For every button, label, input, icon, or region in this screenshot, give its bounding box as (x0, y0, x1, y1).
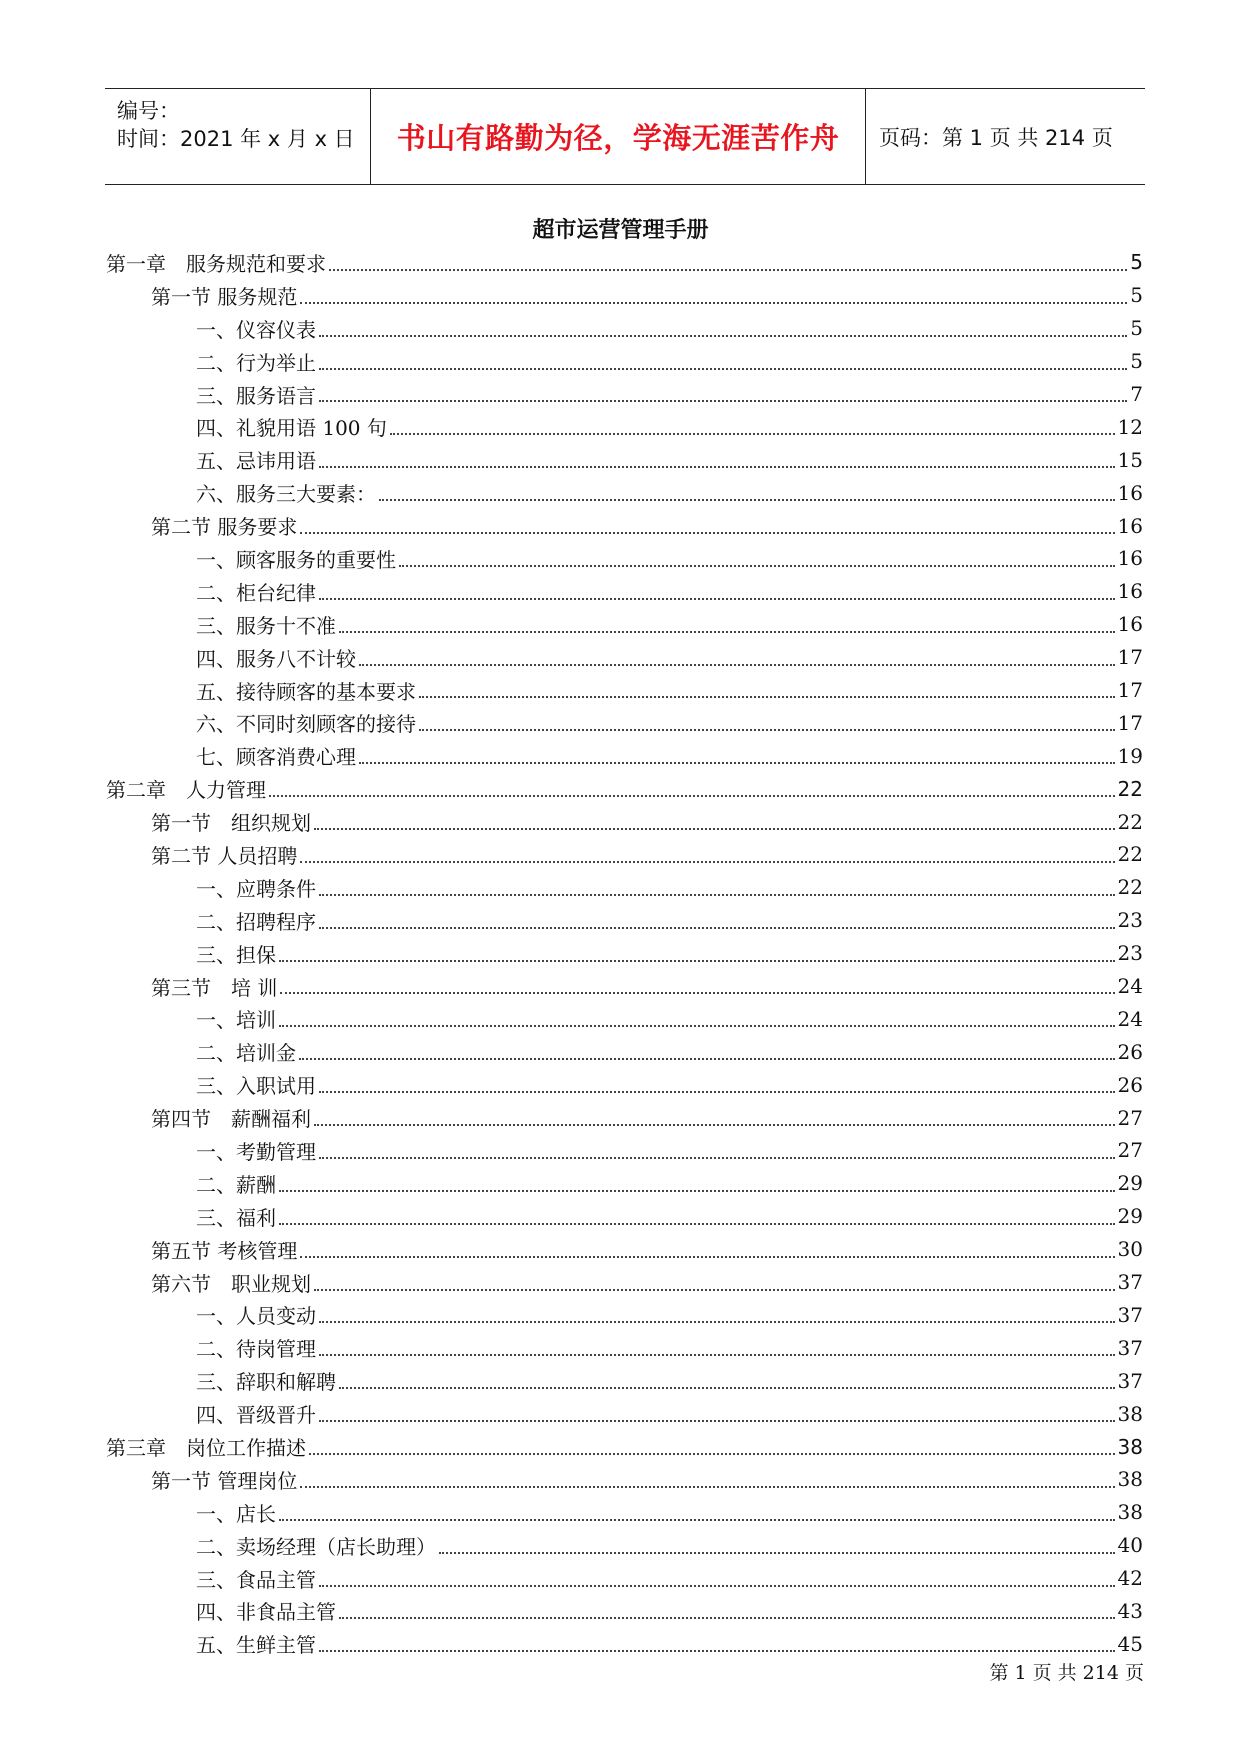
toc-leader-dots (300, 1256, 1114, 1258)
toc-entry-title: 三、担保 (196, 942, 276, 967)
toc-entry[interactable] (106, 937, 1143, 970)
toc-leader-dots (314, 828, 1115, 830)
toc-leader-dots (319, 400, 1127, 402)
toc-entry-page: 38 (1117, 1500, 1143, 1525)
toc-entry[interactable] (106, 345, 1143, 378)
toc-entry[interactable] (106, 904, 1143, 937)
toc-entry-page: 37 (1117, 1270, 1143, 1295)
toc-entry-page: 15 (1117, 447, 1143, 472)
document-number-label: 编号： (117, 99, 180, 123)
toc-leader-dots (419, 729, 1115, 731)
toc-entry[interactable] (106, 1397, 1143, 1430)
toc-entry-title: 二、卖场经理（店长助理） (196, 1534, 436, 1559)
toc-leader-dots (319, 927, 1115, 929)
toc-entry-page: 29 (1117, 1204, 1143, 1229)
toc-entry[interactable] (106, 1167, 1143, 1200)
toc-entry[interactable] (106, 1068, 1143, 1101)
toc-leader-dots (339, 1387, 1115, 1389)
toc-entry-page: 29 (1117, 1171, 1143, 1196)
toc-entry[interactable] (106, 312, 1143, 345)
toc-entry[interactable] (106, 674, 1143, 707)
toc-entry[interactable] (106, 246, 1143, 279)
toc-entry-page: 22 (1117, 809, 1143, 834)
toc-leader-dots (309, 1453, 1115, 1455)
document-time-label: 时间：2021 年 x 月 x 日 (117, 127, 355, 151)
toc-leader-dots (279, 1025, 1115, 1027)
toc-entry-title: 三、辞职和解聘 (196, 1370, 336, 1395)
toc-entry-title: 一、人员变动 (196, 1304, 316, 1329)
toc-entry[interactable] (106, 542, 1143, 575)
toc-entry[interactable] (106, 1233, 1143, 1266)
toc-entry[interactable] (106, 706, 1143, 739)
toc-leader-dots (419, 696, 1115, 698)
document-title: 超市运营管理手册 (532, 218, 709, 243)
table-of-contents (106, 246, 1143, 1660)
toc-entry-title: 第二节 服务要求 (151, 515, 298, 540)
toc-entry-page: 17 (1117, 678, 1143, 703)
toc-entry-title: 二、培训金 (196, 1041, 296, 1066)
toc-entry-title: 第四节 薪酬福利 (151, 1107, 311, 1132)
toc-entry-title: 第六节 职业规划 (151, 1271, 311, 1296)
toc-entry-title: 一、仪容仪表 (196, 317, 316, 342)
toc-entry-title: 二、待岗管理 (196, 1337, 316, 1362)
toc-leader-dots (359, 762, 1115, 764)
toc-entry-page: 22 (1117, 776, 1143, 801)
toc-entry[interactable] (106, 378, 1143, 411)
toc-entry-title: 五、忌讳用语 (196, 449, 316, 474)
toc-leader-dots (280, 992, 1114, 994)
toc-entry[interactable] (106, 739, 1143, 772)
toc-entry[interactable] (106, 805, 1143, 838)
toc-entry[interactable] (106, 575, 1143, 608)
toc-entry-page: 5 (1130, 250, 1143, 275)
toc-entry-title: 一、应聘条件 (196, 876, 316, 901)
toc-entry[interactable] (106, 1627, 1143, 1660)
toc-entry-page: 22 (1117, 842, 1143, 867)
toc-leader-dots (319, 1354, 1115, 1356)
toc-entry[interactable] (106, 641, 1143, 674)
toc-leader-dots (390, 433, 1115, 435)
toc-entry-title: 五、接待顾客的基本要求 (196, 679, 416, 704)
toc-entry-page: 17 (1117, 710, 1143, 735)
toc-entry-title: 一、店长 (196, 1501, 276, 1526)
header-slogan: 书山有路勤为径，学海无涯苦作舟 (371, 89, 866, 184)
toc-entry[interactable] (106, 1200, 1143, 1233)
toc-entry-title: 三、服务十不准 (196, 613, 336, 638)
toc-entry-page: 5 (1130, 316, 1143, 341)
toc-entry[interactable] (106, 1134, 1143, 1167)
toc-entry[interactable] (106, 1529, 1143, 1562)
toc-entry-title: 第二章 人力管理 (106, 778, 266, 803)
toc-entry[interactable] (106, 1035, 1143, 1068)
toc-leader-dots (299, 1058, 1115, 1060)
toc-entry-title: 一、考勤管理 (196, 1139, 316, 1164)
toc-entry-title: 一、培训 (196, 1008, 276, 1033)
toc-leader-dots (319, 466, 1115, 468)
page-footer: 第 1 页 共 214 页 (989, 1662, 1144, 1684)
toc-entry-title: 二、薪酬 (196, 1172, 276, 1197)
toc-entry-title: 四、非食品主管 (196, 1600, 336, 1625)
toc-entry[interactable] (106, 476, 1143, 509)
toc-leader-dots (439, 1552, 1115, 1554)
toc-entry-page: 30 (1117, 1237, 1143, 1262)
toc-entry-title: 三、服务语言 (196, 383, 316, 408)
toc-leader-dots (319, 598, 1115, 600)
toc-leader-dots (319, 1585, 1115, 1587)
toc-leader-dots (319, 1091, 1115, 1093)
toc-entry[interactable] (106, 509, 1143, 542)
toc-entry[interactable] (106, 1002, 1143, 1035)
toc-entry[interactable] (106, 608, 1143, 641)
toc-leader-dots (300, 1486, 1114, 1488)
toc-entry[interactable] (106, 1496, 1143, 1529)
toc-entry-title: 第五节 考核管理 (151, 1238, 298, 1263)
toc-entry-title: 第一节 服务规范 (151, 284, 298, 309)
toc-leader-dots (329, 269, 1127, 271)
toc-leader-dots (279, 1519, 1115, 1521)
toc-entry-page: 45 (1117, 1631, 1143, 1656)
toc-entry-title: 六、不同时刻顾客的接待 (196, 712, 416, 737)
toc-entry-title: 二、行为举止 (196, 350, 316, 375)
toc-leader-dots (359, 664, 1115, 666)
toc-entry-page: 43 (1117, 1598, 1143, 1623)
toc-entry-page: 40 (1117, 1533, 1143, 1558)
toc-entry-page: 38 (1117, 1434, 1143, 1459)
toc-entry-page: 27 (1117, 1105, 1143, 1130)
toc-entry-page: 16 (1117, 612, 1143, 637)
toc-leader-dots (319, 894, 1115, 896)
toc-entry-page: 24 (1117, 974, 1143, 999)
toc-entry-page: 16 (1117, 513, 1143, 538)
toc-entry-page: 16 (1117, 546, 1143, 571)
toc-entry-title: 七、顾客消费心理 (196, 745, 356, 770)
toc-entry-page: 5 (1130, 349, 1143, 374)
toc-entry[interactable] (106, 1463, 1143, 1496)
toc-entry-page: 26 (1117, 1039, 1143, 1064)
toc-entry[interactable] (106, 838, 1143, 871)
toc-entry-title: 第一节 管理岗位 (151, 1468, 298, 1493)
toc-leader-dots (314, 1124, 1115, 1126)
toc-entry-page: 19 (1117, 743, 1143, 768)
toc-leader-dots (300, 302, 1127, 304)
toc-leader-dots (319, 1420, 1115, 1422)
toc-entry-title: 第三章 岗位工作描述 (106, 1436, 306, 1460)
toc-entry-title: 四、晋级晋升 (196, 1403, 316, 1428)
toc-leader-dots (279, 960, 1115, 962)
toc-entry[interactable] (106, 1595, 1143, 1628)
toc-leader-dots (339, 631, 1115, 633)
toc-entry-title: 六、服务三大要素： (196, 482, 376, 507)
toc-entry-page: 38 (1117, 1467, 1143, 1492)
toc-entry[interactable] (106, 279, 1143, 312)
toc-leader-dots (300, 532, 1114, 534)
toc-entry[interactable] (106, 970, 1143, 1003)
toc-entry[interactable] (106, 1101, 1143, 1134)
toc-leader-dots (319, 335, 1127, 337)
toc-entry[interactable] (106, 1364, 1143, 1397)
toc-entry-title: 三、入职试用 (196, 1074, 316, 1099)
toc-entry[interactable] (106, 871, 1143, 904)
toc-entry-page: 38 (1117, 1401, 1143, 1426)
toc-entry-page: 23 (1117, 908, 1143, 933)
toc-leader-dots (319, 1157, 1115, 1159)
toc-entry[interactable] (106, 772, 1143, 805)
toc-entry-page: 37 (1117, 1302, 1143, 1327)
toc-entry-title: 四、礼貌用语 100 句 (196, 416, 387, 441)
toc-entry-title: 四、服务八不计较 (196, 646, 356, 671)
toc-leader-dots (319, 1650, 1115, 1652)
toc-entry-page: 17 (1117, 645, 1143, 670)
toc-entry-page: 23 (1117, 941, 1143, 966)
toc-entry[interactable] (106, 1562, 1143, 1595)
toc-leader-dots (319, 368, 1127, 370)
header-page-label: 页码：第 1 页 共 214 页 (879, 125, 1113, 150)
toc-entry-title: 第三节 培 训 (151, 975, 278, 1000)
toc-entry-page: 42 (1117, 1566, 1143, 1591)
toc-leader-dots (379, 499, 1115, 501)
toc-entry-title: 三、食品主管 (196, 1567, 316, 1592)
toc-entry-page: 24 (1117, 1006, 1143, 1031)
toc-entry[interactable] (106, 1331, 1143, 1364)
page-header (105, 88, 1145, 185)
toc-entry-title: 三、福利 (196, 1205, 276, 1230)
toc-entry-title: 五、生鲜主管 (196, 1633, 316, 1658)
toc-entry-page: 12 (1117, 414, 1143, 439)
toc-leader-dots (279, 1223, 1115, 1225)
toc-entry-page: 7 (1130, 382, 1143, 406)
toc-entry-title: 第一节 组织规划 (151, 811, 311, 836)
toc-entry-page: 37 (1117, 1368, 1143, 1393)
toc-leader-dots (319, 1321, 1115, 1323)
toc-entry-title: 第二节 人员招聘 (151, 843, 298, 868)
toc-entry-page: 27 (1117, 1138, 1143, 1163)
header-meta-cell (105, 89, 371, 184)
toc-leader-dots (339, 1617, 1115, 1619)
toc-entry-page: 5 (1130, 283, 1143, 308)
toc-leader-dots (269, 795, 1115, 797)
toc-entry[interactable] (106, 443, 1143, 476)
toc-leader-dots (314, 1289, 1115, 1291)
toc-entry-title: 二、柜台纪律 (196, 580, 316, 605)
toc-entry[interactable] (106, 1266, 1143, 1299)
toc-entry-page: 26 (1117, 1072, 1143, 1097)
toc-leader-dots (300, 861, 1114, 863)
toc-entry[interactable] (106, 410, 1143, 443)
toc-leader-dots (279, 1190, 1115, 1192)
toc-leader-dots (399, 565, 1115, 567)
toc-entry[interactable] (106, 1299, 1143, 1332)
toc-entry-title: 第一章 服务规范和要求 (106, 251, 326, 276)
toc-entry-page: 37 (1117, 1335, 1143, 1360)
toc-entry[interactable] (106, 1430, 1143, 1463)
toc-entry-page: 16 (1117, 480, 1143, 505)
toc-entry-title: 一、顾客服务的重要性 (196, 547, 396, 572)
toc-entry-page: 22 (1117, 875, 1143, 900)
toc-entry-title: 二、招聘程序 (196, 909, 316, 934)
toc-entry-page: 16 (1117, 579, 1143, 604)
